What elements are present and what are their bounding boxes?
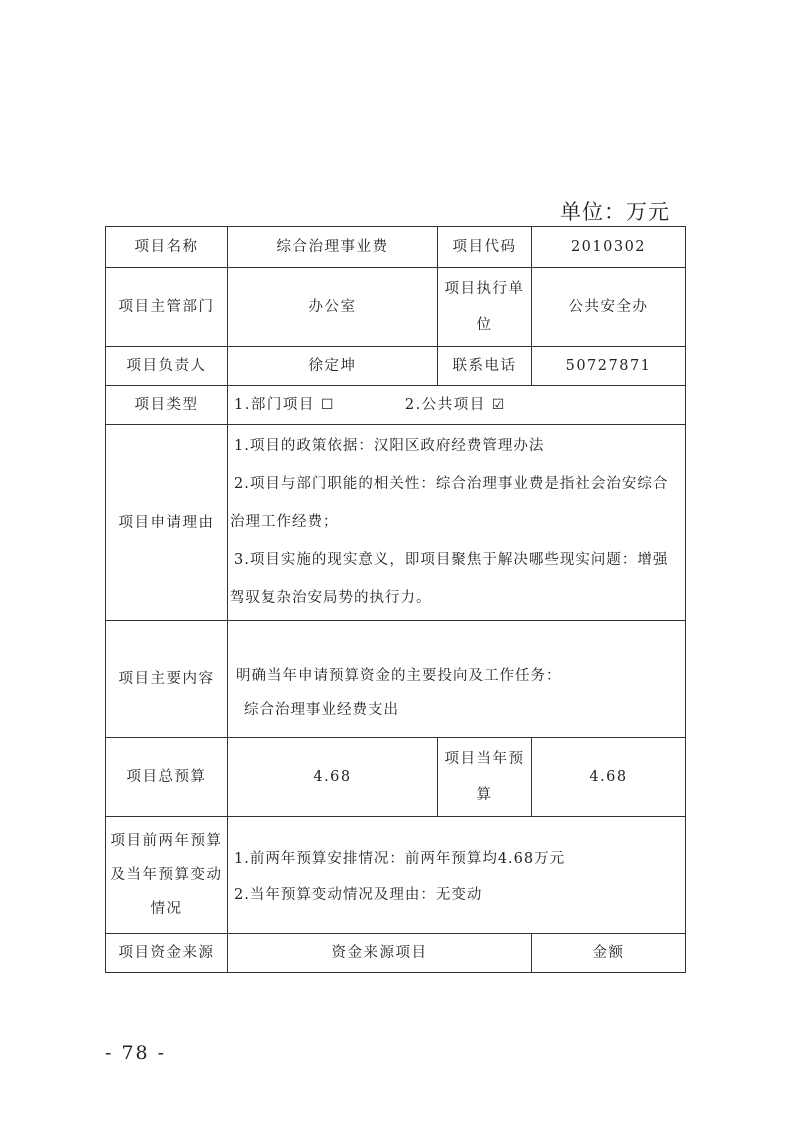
type-label: 项目类型 bbox=[105, 385, 228, 425]
type-option-1: 1.部门项目 bbox=[234, 397, 315, 413]
source-label: 项目资金来源 bbox=[105, 933, 228, 973]
change-line: 2.当年预算变动情况及理由：无变动 bbox=[234, 887, 483, 903]
exec-value: 公共安全办 bbox=[531, 267, 686, 347]
change-label: 项目前两年预算及当年预算变动情况 bbox=[105, 816, 228, 934]
reason-line: 1.项目的政策依据：汉阳区政府经费管理办法 bbox=[234, 438, 545, 454]
reason-line: 3.项目实施的现实意义，即项目聚焦于解决哪些现实问题：增强驾驭复杂治安局势的执行力。 bbox=[230, 552, 669, 606]
reason-line: 2.项目与部门职能的相关性：综合治理事业费是指社会治安综合治理工作经费； bbox=[230, 476, 669, 530]
phone-label: 联系电话 bbox=[437, 346, 532, 386]
total-label: 项目总预算 bbox=[105, 737, 228, 817]
checkbox-checked-icon[interactable]: ☑ bbox=[491, 397, 506, 413]
type-options bbox=[227, 385, 686, 425]
content-line: 明确当年申请预算资金的主要投向及工作任务： bbox=[236, 668, 562, 684]
change-line: 1.前两年预算安排情况：前两年预算均4.68万元 bbox=[234, 851, 566, 867]
content-label: 项目主要内容 bbox=[105, 620, 228, 738]
amount-label: 金额 bbox=[531, 933, 686, 973]
year-label: 项目当年预算 bbox=[437, 737, 532, 817]
reason-text bbox=[227, 424, 686, 621]
page-number: - 78 - bbox=[105, 1042, 167, 1064]
content-text bbox=[227, 620, 686, 738]
checkbox-unchecked-icon[interactable]: ☐ bbox=[320, 397, 335, 413]
code-value: 2010302 bbox=[531, 226, 686, 268]
code-label: 项目代码 bbox=[437, 226, 532, 268]
change-text bbox=[227, 816, 686, 934]
content-line: 综合治理事业经费支出 bbox=[244, 702, 399, 718]
leader-value: 徐定坤 bbox=[227, 346, 438, 386]
phone-value: 50727871 bbox=[531, 346, 686, 386]
type-option-2: 2.公共项目 bbox=[404, 397, 486, 413]
reason-label: 项目申请理由 bbox=[105, 424, 228, 621]
dept-value: 办公室 bbox=[227, 267, 438, 347]
total-value: 4.68 bbox=[227, 737, 438, 817]
unit-label: 单位：万元 bbox=[560, 200, 670, 224]
dept-label: 项目主管部门 bbox=[105, 267, 228, 347]
source-item-label: 资金来源项目 bbox=[227, 933, 532, 973]
year-value: 4.68 bbox=[531, 737, 686, 817]
leader-label: 项目负责人 bbox=[105, 346, 228, 386]
name-value: 综合治理事业费 bbox=[227, 226, 438, 268]
exec-label: 项目执行单位 bbox=[437, 267, 532, 347]
name-label: 项目名称 bbox=[105, 226, 228, 268]
